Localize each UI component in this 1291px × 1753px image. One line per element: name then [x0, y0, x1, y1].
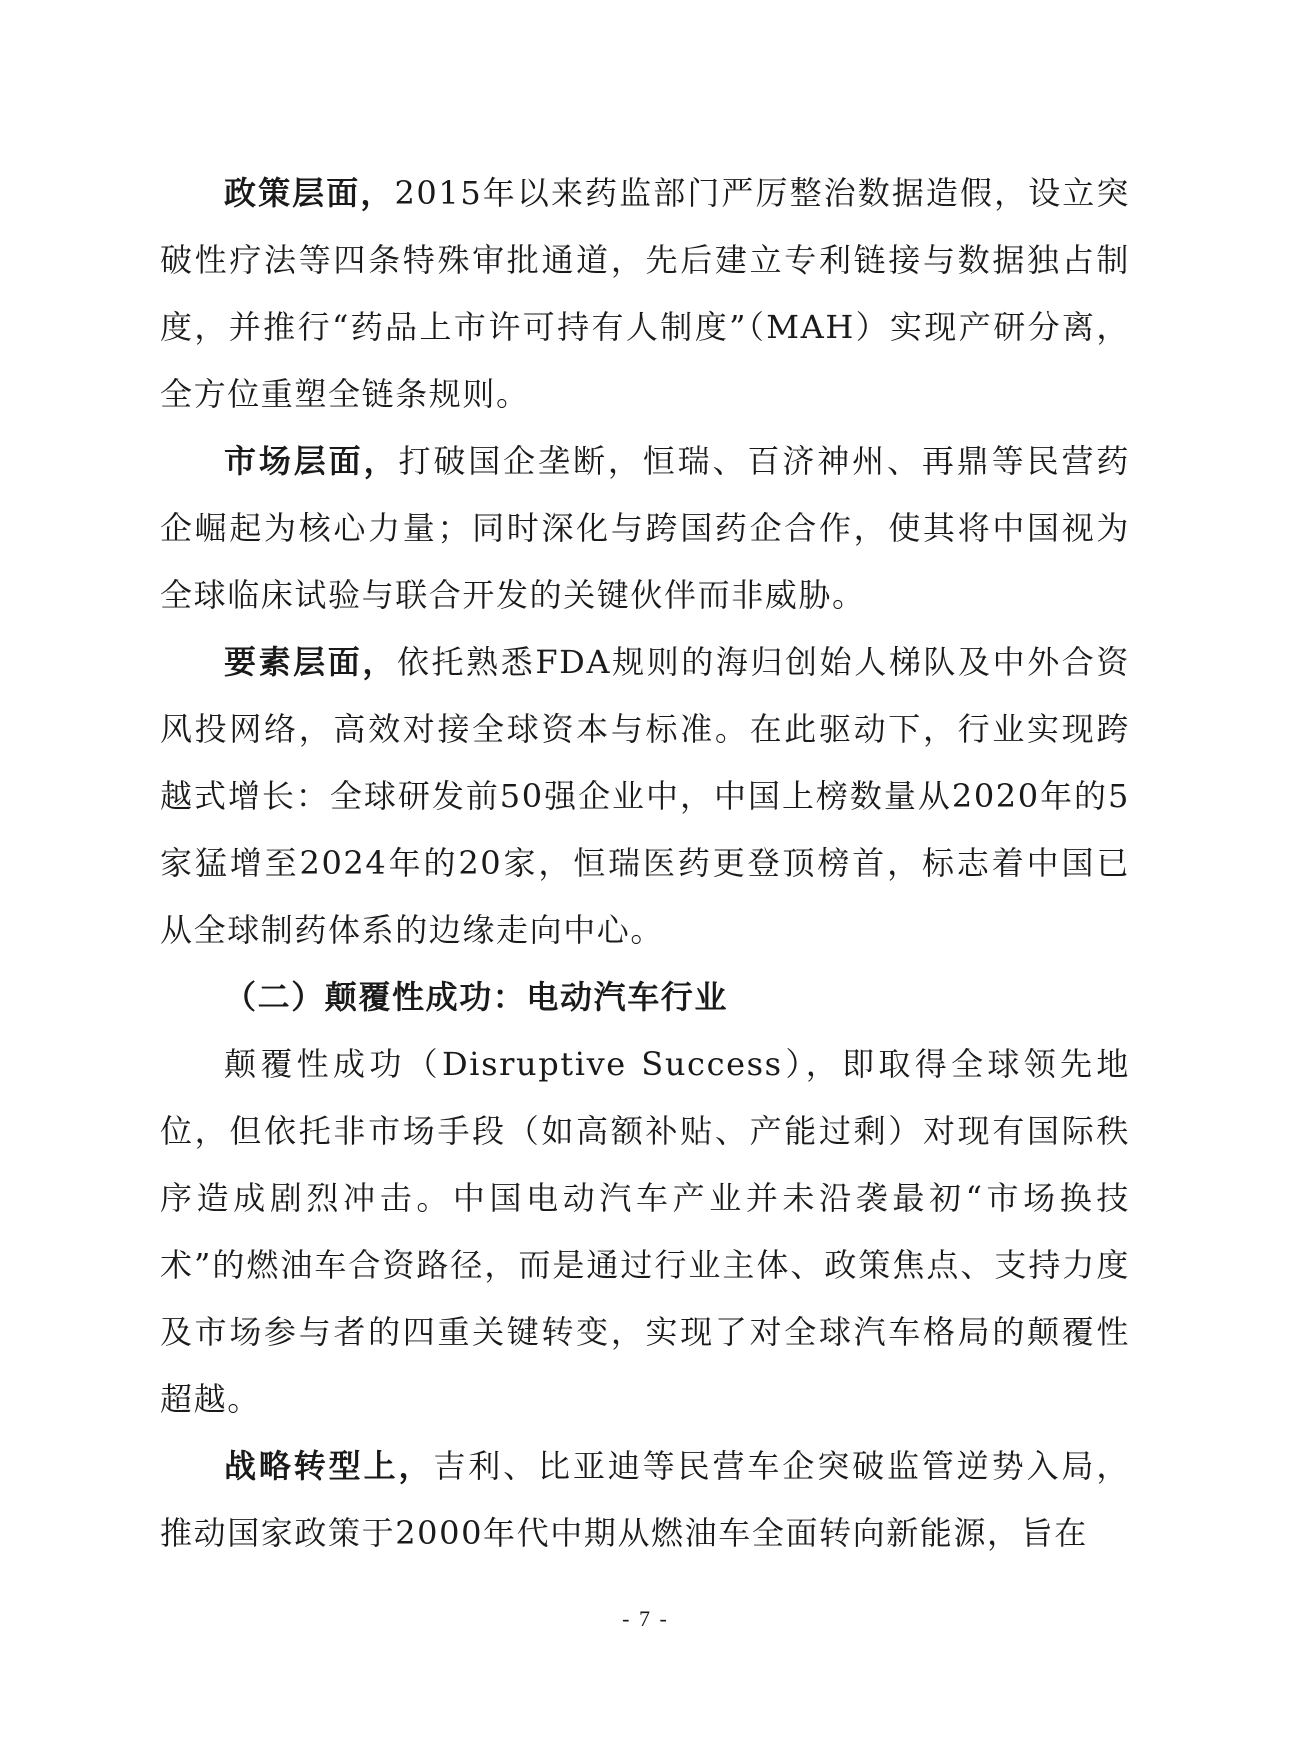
market-lead: 市场层面，	[224, 442, 399, 480]
paragraph-disruptive	[160, 1031, 1130, 1433]
policy-text: 2015年以来药监部门严厉整治数据造假，设立突破性疗法等四条特殊审批通道，先后建立专利链接与数据独占制度，并推行“药品上市许可持有人制度”（MAH）实现产研分离，全方位重塑全链条规则。	[160, 174, 1130, 413]
paragraph-policy	[160, 160, 1130, 428]
page-number: - 7 -	[622, 1606, 669, 1631]
factors-lead: 要素层面，	[224, 643, 397, 681]
policy-lead: 政策层面，	[224, 174, 395, 212]
strategy-lead: 战略转型上，	[224, 1447, 434, 1485]
paragraph-strategy	[160, 1433, 1130, 1567]
strategy-text: 吉利、比亚迪等民营车企突破监管逆势入局，推动国家政策于2000年代中期从燃油车全面转向新能源，旨在	[160, 1447, 1130, 1552]
factors-text: 依托熟悉FDA规则的海归创始人梯队及中外合资风投网络，高效对接全球资本与标准。在此驱动下，行业实现跨越式增长：全球研发前50强企业中，中国上榜数量从2020年的5家猛增至2024年的20家，恒瑞医药更登顶榜首，标志着中国已从全球制药体系的边缘走向中心。	[160, 643, 1130, 949]
section-heading: （二）颠覆性成功：电动汽车行业	[224, 978, 729, 1016]
disruptive-text: 颠覆性成功（Disruptive Success），即取得全球领先地位，但依托非市场手段（如高额补贴、产能过剩）对现有国际秩序造成剧烈冲击。中国电动汽车产业并未沿袭最初“市场换技术”的燃油车合资路径，而是通过行业主体、政策焦点、支持力度及市场参与者的四重关键转变，实现了对全球汽车格局的颠覆性超越。	[160, 1045, 1130, 1418]
paragraph-factors	[160, 629, 1130, 964]
body-text	[160, 160, 1130, 1567]
paragraph-market	[160, 428, 1130, 629]
market-text: 打破国企垄断，恒瑞、百济神州、再鼎等民营药企崛起为核心力量；同时深化与跨国药企合作，使其将中国视为全球临床试验与联合开发的关键伙伴而非威胁。	[160, 442, 1130, 614]
